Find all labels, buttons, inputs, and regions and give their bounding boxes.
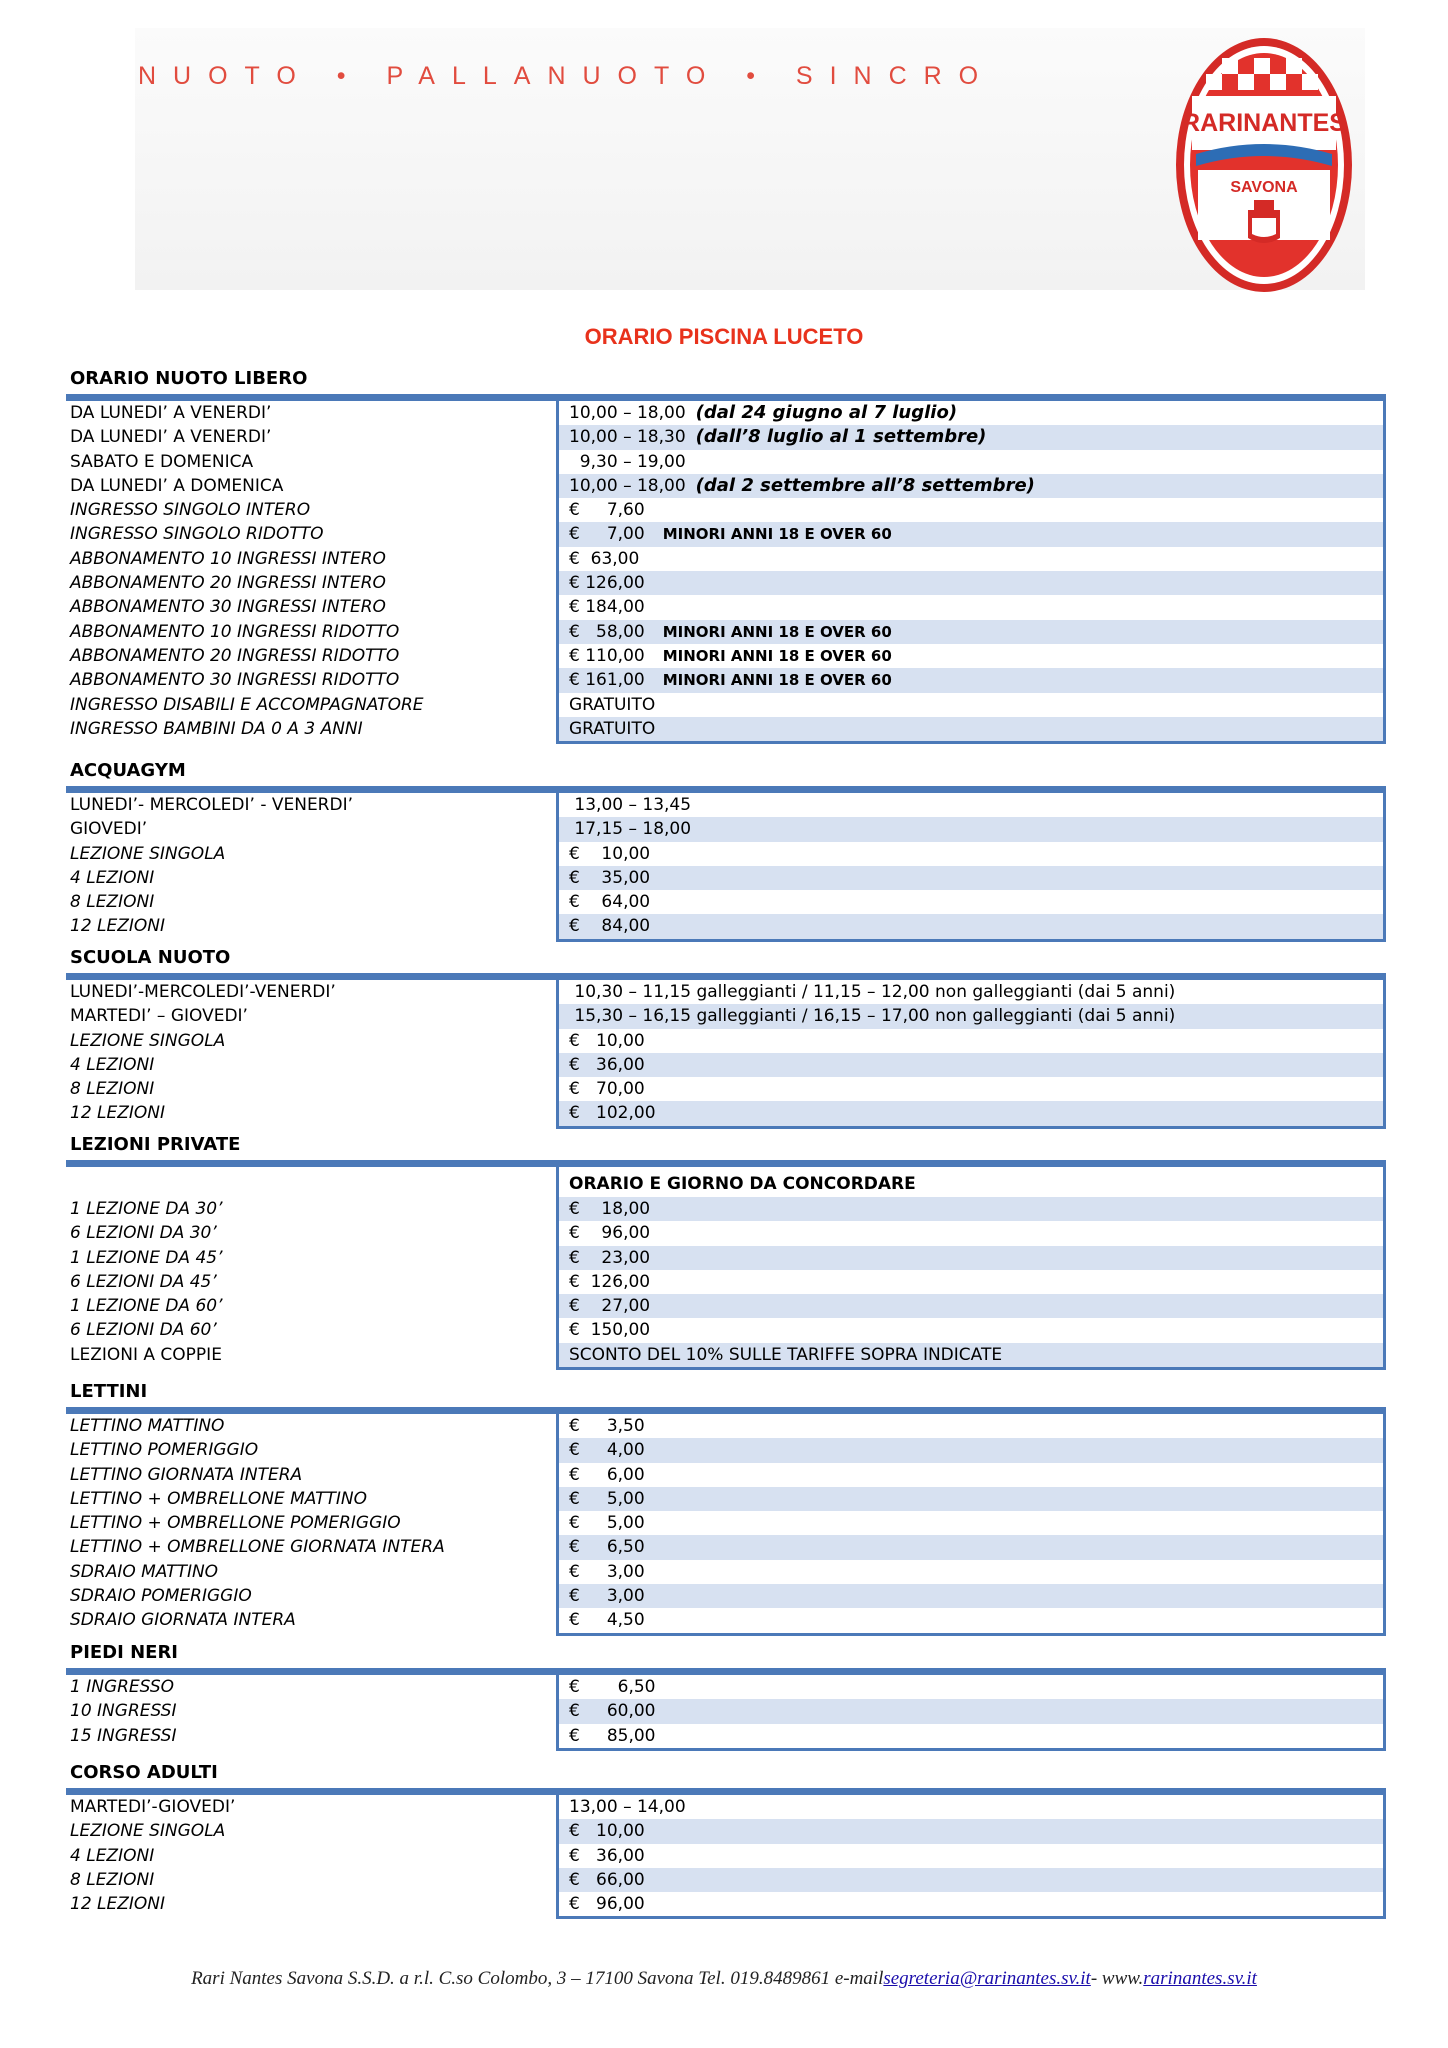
row-value: € 23,00 xyxy=(569,1247,651,1268)
row-value: € 85,00 xyxy=(569,1725,656,1746)
row-value: € 7,00 xyxy=(569,524,645,545)
row-value: 10,00 – 18,00 xyxy=(569,403,686,423)
row-value: € 64,00 xyxy=(569,892,651,913)
row-label: 6 LEZIONI DA 60’ xyxy=(70,1320,217,1341)
row-label: LEZIONE SINGOLA xyxy=(70,1030,226,1051)
row-value: € 36,00 xyxy=(569,1845,645,1866)
row-value-cell xyxy=(559,1584,1383,1608)
table-row xyxy=(66,1294,1386,1318)
section-rows xyxy=(66,1795,1386,1916)
row-value-cell xyxy=(559,620,1383,644)
section-divider xyxy=(66,394,1386,401)
row-value-cell xyxy=(559,474,1383,498)
row-label: 12 LEZIONI xyxy=(70,1894,166,1915)
row-value-cell xyxy=(559,644,1383,668)
row-value: € 63,00 xyxy=(569,548,640,569)
footer-text: Rari Nantes Savona S.S.D. a r.l. C.so Colombo, 3 – 17100 Savona Tel. 019.8489861 e-mail xyxy=(191,1968,884,1989)
row-value-cell xyxy=(559,1535,1383,1559)
row-value-cell xyxy=(559,1560,1383,1584)
row-discount-note: MINORI ANNI 18 E OVER 60 xyxy=(662,622,892,641)
row-value-cell xyxy=(559,817,1383,841)
table-row xyxy=(66,1795,1386,1819)
row-value: 9,30 – 19,00 xyxy=(569,451,686,472)
row-label: LUNEDI’- MERCOLEDI’ - VENERDI’ xyxy=(70,795,354,815)
table-row xyxy=(66,498,1386,522)
row-value: 15,30 – 16,15 galleggianti / 16,15 – 17,00 non galleggianti (dai 5 anni) xyxy=(569,1006,1176,1027)
section-bottom-border xyxy=(556,1748,1386,1751)
table-row xyxy=(66,1270,1386,1294)
table-row xyxy=(66,1077,1386,1101)
row-value: € 58,00 xyxy=(569,621,645,642)
row-value-cell xyxy=(559,1487,1383,1511)
table-row xyxy=(66,595,1386,619)
table-row xyxy=(66,644,1386,668)
row-label: SABATO E DOMENICA xyxy=(70,451,254,472)
table-row xyxy=(66,1724,1386,1748)
row-label: ABBONAMENTO 30 INGRESSI INTERO xyxy=(70,597,386,618)
table-row xyxy=(66,547,1386,571)
row-value-cell xyxy=(559,1004,1383,1028)
row-value: € 6,50 xyxy=(569,1677,656,1697)
row-value: GRATUITO xyxy=(569,694,656,715)
table-row xyxy=(66,620,1386,644)
section-6 xyxy=(66,1758,1386,1919)
row-value: GRATUITO xyxy=(569,718,656,739)
row-label: 6 LEZIONI DA 30’ xyxy=(70,1223,217,1244)
row-value: € 3,00 xyxy=(569,1586,645,1607)
table-row xyxy=(66,1004,1386,1028)
row-value: € 96,00 xyxy=(569,1894,645,1915)
row-label: INGRESSO BAMBINI DA 0 A 3 ANNI xyxy=(70,718,363,739)
row-value-cell xyxy=(559,1795,1383,1819)
section-divider xyxy=(66,1668,1386,1675)
row-value-cell xyxy=(559,980,1383,1004)
row-value: € 36,00 xyxy=(569,1054,645,1075)
row-label: INGRESSO DISABILI E ACCOMPAGNATORE xyxy=(70,694,424,715)
row-value-cell xyxy=(559,1892,1383,1916)
section-rows xyxy=(66,401,1386,741)
row-note: (dal 2 settembre all’8 settembre) xyxy=(695,474,1035,496)
section-bottom-border xyxy=(556,1126,1386,1129)
row-value: € 150,00 xyxy=(569,1320,651,1341)
row-label: DA LUNEDI’ A VENERDI’ xyxy=(70,427,272,448)
row-value-cell xyxy=(559,1077,1383,1101)
table-row xyxy=(66,717,1386,741)
footer xyxy=(0,1968,1448,1990)
row-value-cell xyxy=(559,1675,1383,1699)
row-value-cell xyxy=(559,842,1383,866)
table-row xyxy=(66,1819,1386,1843)
row-value: € 35,00 xyxy=(569,867,651,888)
row-label: DA LUNEDI’ A DOMENICA xyxy=(70,475,284,496)
row-label: 12 LEZIONI xyxy=(70,1103,166,1124)
table-row xyxy=(66,693,1386,717)
row-label: 1 INGRESSO xyxy=(70,1677,175,1697)
row-label: DA LUNEDI’ A VENERDI’ xyxy=(70,403,272,423)
row-label: LEZIONE SINGOLA xyxy=(70,1821,226,1842)
row-value-cell xyxy=(559,1246,1383,1270)
footer-website-link[interactable]: rarinantes.sv.it xyxy=(1143,1968,1257,1989)
row-value-cell xyxy=(559,498,1383,522)
row-value-cell xyxy=(559,1438,1383,1462)
table-row xyxy=(66,571,1386,595)
row-value-cell xyxy=(559,1101,1383,1125)
section-rows xyxy=(66,793,1386,939)
row-label: 10 INGRESSI xyxy=(70,1701,177,1722)
row-label: 6 LEZIONI DA 45’ xyxy=(70,1271,217,1292)
section-5 xyxy=(66,1638,1386,1751)
table-row xyxy=(66,842,1386,866)
row-value-cell xyxy=(559,1414,1383,1438)
table-row xyxy=(66,1318,1386,1342)
row-value-cell xyxy=(559,1343,1383,1367)
row-value-cell xyxy=(559,1318,1383,1342)
table-row xyxy=(66,980,1386,1004)
section-rows xyxy=(66,980,1386,1126)
row-label: LEZIONE SINGOLA xyxy=(70,843,226,864)
row-value: € 6,50 xyxy=(569,1537,645,1558)
table-row xyxy=(66,1053,1386,1077)
row-value-cell xyxy=(559,571,1383,595)
row-value: € 110,00 xyxy=(569,645,645,666)
table-row xyxy=(66,817,1386,841)
row-value: € 96,00 xyxy=(569,1223,651,1244)
row-label: MARTEDI’ – GIOVEDI’ xyxy=(70,1006,248,1027)
row-label: ABBONAMENTO 20 INGRESSI RIDOTTO xyxy=(70,645,400,666)
row-value: € 60,00 xyxy=(569,1701,656,1722)
table-row xyxy=(66,1699,1386,1723)
section-1 xyxy=(66,756,1386,942)
table-row xyxy=(66,1029,1386,1053)
row-label: LEZIONI A COPPIE xyxy=(70,1344,222,1365)
table-subheading-row xyxy=(66,1167,1386,1197)
row-value-cell xyxy=(559,1511,1383,1535)
section-2 xyxy=(66,943,1386,1129)
footer-email-link[interactable]: segreteria@rarinantes.sv.it xyxy=(883,1968,1091,1989)
row-label: LETTINO GIORNATA INTERA xyxy=(70,1464,303,1485)
section-rows xyxy=(66,1167,1386,1367)
table-row xyxy=(66,1892,1386,1916)
row-value: € 66,00 xyxy=(569,1869,645,1890)
row-value: € 10,00 xyxy=(569,1030,645,1051)
row-value-cell xyxy=(559,1197,1383,1221)
table-row xyxy=(66,866,1386,890)
section-divider xyxy=(66,1407,1386,1414)
row-value-cell xyxy=(559,1463,1383,1487)
row-label: LETTINO + OMBRELLONE MATTINO xyxy=(70,1488,368,1509)
section-rows xyxy=(66,1675,1386,1748)
row-label: LUNEDI’-MERCOLEDI’-VENERDI’ xyxy=(70,982,336,1002)
row-value-cell xyxy=(559,522,1383,546)
row-value: SCONTO DEL 10% SULLE TARIFFE SOPRA INDICATE xyxy=(569,1344,1003,1365)
table-row xyxy=(66,1560,1386,1584)
row-value-cell xyxy=(559,1053,1383,1077)
section-divider xyxy=(66,786,1386,793)
table-row xyxy=(66,1535,1386,1559)
row-value: € 27,00 xyxy=(569,1296,651,1317)
table-row xyxy=(66,401,1386,425)
row-label: 1 LEZIONE DA 45’ xyxy=(70,1247,223,1268)
row-label: 8 LEZIONI xyxy=(70,892,155,913)
row-value: € 3,50 xyxy=(569,1416,645,1436)
table-row xyxy=(66,1675,1386,1699)
row-value: € 7,60 xyxy=(569,500,645,521)
row-value-cell xyxy=(559,1724,1383,1748)
row-value: € 161,00 xyxy=(569,670,645,691)
row-value-cell xyxy=(559,1294,1383,1318)
row-label: 4 LEZIONI xyxy=(70,867,155,888)
row-value-cell xyxy=(559,793,1383,817)
row-value: € 10,00 xyxy=(569,1821,645,1842)
table-row xyxy=(66,668,1386,692)
table-row xyxy=(66,425,1386,449)
row-label: 12 LEZIONI xyxy=(70,916,166,937)
section-heading: LETTINI xyxy=(70,1381,148,1402)
row-discount-note: MINORI ANNI 18 E OVER 60 xyxy=(662,671,892,690)
row-discount-note: MINORI ANNI 18 E OVER 60 xyxy=(662,525,892,544)
table-row xyxy=(66,1844,1386,1868)
row-value: € 184,00 xyxy=(569,597,645,618)
table-row xyxy=(66,1101,1386,1125)
row-label: MARTEDI’-GIOVEDI’ xyxy=(70,1797,236,1817)
row-value-cell xyxy=(559,1270,1383,1294)
row-value-cell xyxy=(559,547,1383,571)
row-label: 8 LEZIONI xyxy=(70,1869,155,1890)
section-0 xyxy=(66,364,1386,744)
row-value-cell xyxy=(559,450,1383,474)
row-label: 8 LEZIONI xyxy=(70,1079,155,1100)
row-label: SDRAIO MATTINO xyxy=(70,1561,219,1582)
table-row xyxy=(66,793,1386,817)
table-subheading: ORARIO E GIORNO DA CONCORDARE xyxy=(569,1174,916,1194)
row-value: € 126,00 xyxy=(569,573,645,594)
row-label: ABBONAMENTO 10 INGRESSI RIDOTTO xyxy=(70,621,400,642)
table-row xyxy=(66,890,1386,914)
section-3 xyxy=(66,1130,1386,1370)
row-value: € 6,00 xyxy=(569,1464,645,1485)
row-value-cell xyxy=(559,595,1383,619)
table-row xyxy=(66,1414,1386,1438)
row-value-cell xyxy=(559,1029,1383,1053)
row-value: € 3,00 xyxy=(569,1561,645,1582)
table-row xyxy=(66,1487,1386,1511)
row-value: 10,00 – 18,30 xyxy=(569,427,686,448)
table-row xyxy=(66,522,1386,546)
row-value-cell xyxy=(559,717,1383,741)
row-label: INGRESSO SINGOLO INTERO xyxy=(70,500,311,521)
row-value-cell xyxy=(559,1844,1383,1868)
row-value-cell xyxy=(559,401,1383,425)
row-label: 4 LEZIONI xyxy=(70,1845,155,1866)
row-value-cell xyxy=(559,890,1383,914)
row-label: LETTINO + OMBRELLONE GIORNATA INTERA xyxy=(70,1537,445,1558)
section-heading: ACQUAGYM xyxy=(70,760,186,781)
row-label: SDRAIO POMERIGGIO xyxy=(70,1586,252,1607)
table-row xyxy=(66,1221,1386,1245)
section-divider xyxy=(66,973,1386,980)
row-label: LETTINO POMERIGGIO xyxy=(70,1440,259,1461)
section-rows xyxy=(66,1414,1386,1633)
section-heading: ORARIO NUOTO LIBERO xyxy=(70,368,308,389)
row-discount-note: MINORI ANNI 18 E OVER 60 xyxy=(662,646,892,665)
row-value: € 102,00 xyxy=(569,1103,656,1124)
row-value: € 5,00 xyxy=(569,1513,645,1534)
row-note: (dal 24 giugno al 7 luglio) xyxy=(695,402,958,423)
row-value: € 126,00 xyxy=(569,1271,651,1292)
section-heading: CORSO ADULTI xyxy=(70,1762,218,1783)
logo-city-text: SAVONA xyxy=(1230,179,1298,196)
table-row xyxy=(66,1438,1386,1462)
row-value-cell xyxy=(559,914,1383,938)
section-divider xyxy=(66,1788,1386,1795)
table-row xyxy=(66,1246,1386,1270)
table-row xyxy=(66,1343,1386,1367)
row-note: (dall’8 luglio al 1 settembre) xyxy=(695,426,987,448)
row-value-cell xyxy=(559,668,1383,692)
row-value: € 5,00 xyxy=(569,1488,645,1509)
row-value: € 4,50 xyxy=(569,1610,645,1631)
table-row xyxy=(66,450,1386,474)
row-value: 13,00 – 13,45 xyxy=(569,795,692,815)
table-row xyxy=(66,914,1386,938)
section-heading: SCUOLA NUOTO xyxy=(70,947,231,968)
row-value: 10,30 – 11,15 galleggianti / 11,15 – 12,00 non galleggianti (dai 5 anni) xyxy=(569,982,1176,1002)
logo-name-text: RARINANTES xyxy=(1182,109,1346,137)
row-value-cell xyxy=(559,1699,1383,1723)
section-bottom-border xyxy=(556,741,1386,744)
row-label: 15 INGRESSI xyxy=(70,1725,177,1746)
row-value-cell xyxy=(559,693,1383,717)
row-value: € 70,00 xyxy=(569,1079,645,1100)
section-bottom-border xyxy=(556,939,1386,942)
row-label: SDRAIO GIORNATA INTERA xyxy=(70,1610,296,1631)
row-value: € 18,00 xyxy=(569,1199,651,1219)
header-tagline: NUOTO • PALLANUOTO • SINCRO xyxy=(138,62,996,90)
row-label: INGRESSO SINGOLO RIDOTTO xyxy=(70,524,324,545)
section-bottom-border xyxy=(556,1633,1386,1636)
row-value: € 10,00 xyxy=(569,843,651,864)
section-heading: PIEDI NERI xyxy=(70,1642,179,1663)
footer-sep: - www. xyxy=(1090,1968,1144,1989)
table-row xyxy=(66,1463,1386,1487)
row-value: € 84,00 xyxy=(569,916,651,937)
row-value-cell xyxy=(559,1221,1383,1245)
table-row xyxy=(66,1868,1386,1892)
table-row xyxy=(66,1608,1386,1632)
section-heading: LEZIONI PRIVATE xyxy=(70,1134,241,1155)
row-label: ABBONAMENTO 30 INGRESSI RIDOTTO xyxy=(70,670,400,691)
section-4 xyxy=(66,1377,1386,1636)
row-value-cell xyxy=(559,425,1383,449)
row-label: 1 LEZIONE DA 60’ xyxy=(70,1296,223,1317)
section-divider xyxy=(66,1160,1386,1167)
row-label: LETTINO MATTINO xyxy=(70,1416,225,1436)
row-value-cell xyxy=(559,866,1383,890)
row-label: GIOVEDI’ xyxy=(70,819,148,840)
row-label: 4 LEZIONI xyxy=(70,1054,155,1075)
row-label: ABBONAMENTO 20 INGRESSI INTERO xyxy=(70,573,386,594)
table-row xyxy=(66,1197,1386,1221)
section-bottom-border xyxy=(556,1916,1386,1919)
page-title: ORARIO PISCINA LUCETO xyxy=(584,324,864,349)
row-value-cell xyxy=(559,1819,1383,1843)
row-value: 13,00 – 14,00 xyxy=(569,1797,686,1817)
row-label: LETTINO + OMBRELLONE POMERIGGIO xyxy=(70,1513,401,1534)
row-label: 1 LEZIONE DA 30’ xyxy=(70,1199,223,1219)
rarinantes-logo xyxy=(1172,34,1356,296)
row-value-cell xyxy=(559,1608,1383,1632)
row-value: € 4,00 xyxy=(569,1440,645,1461)
table-row xyxy=(66,1511,1386,1535)
row-value: 17,15 – 18,00 xyxy=(569,819,692,840)
table-row xyxy=(66,474,1386,498)
row-value-cell xyxy=(559,1868,1383,1892)
table-row xyxy=(66,1584,1386,1608)
row-value: 10,00 – 18,00 xyxy=(569,475,686,496)
section-bottom-border xyxy=(556,1367,1386,1370)
row-label: ABBONAMENTO 10 INGRESSI INTERO xyxy=(70,548,386,569)
